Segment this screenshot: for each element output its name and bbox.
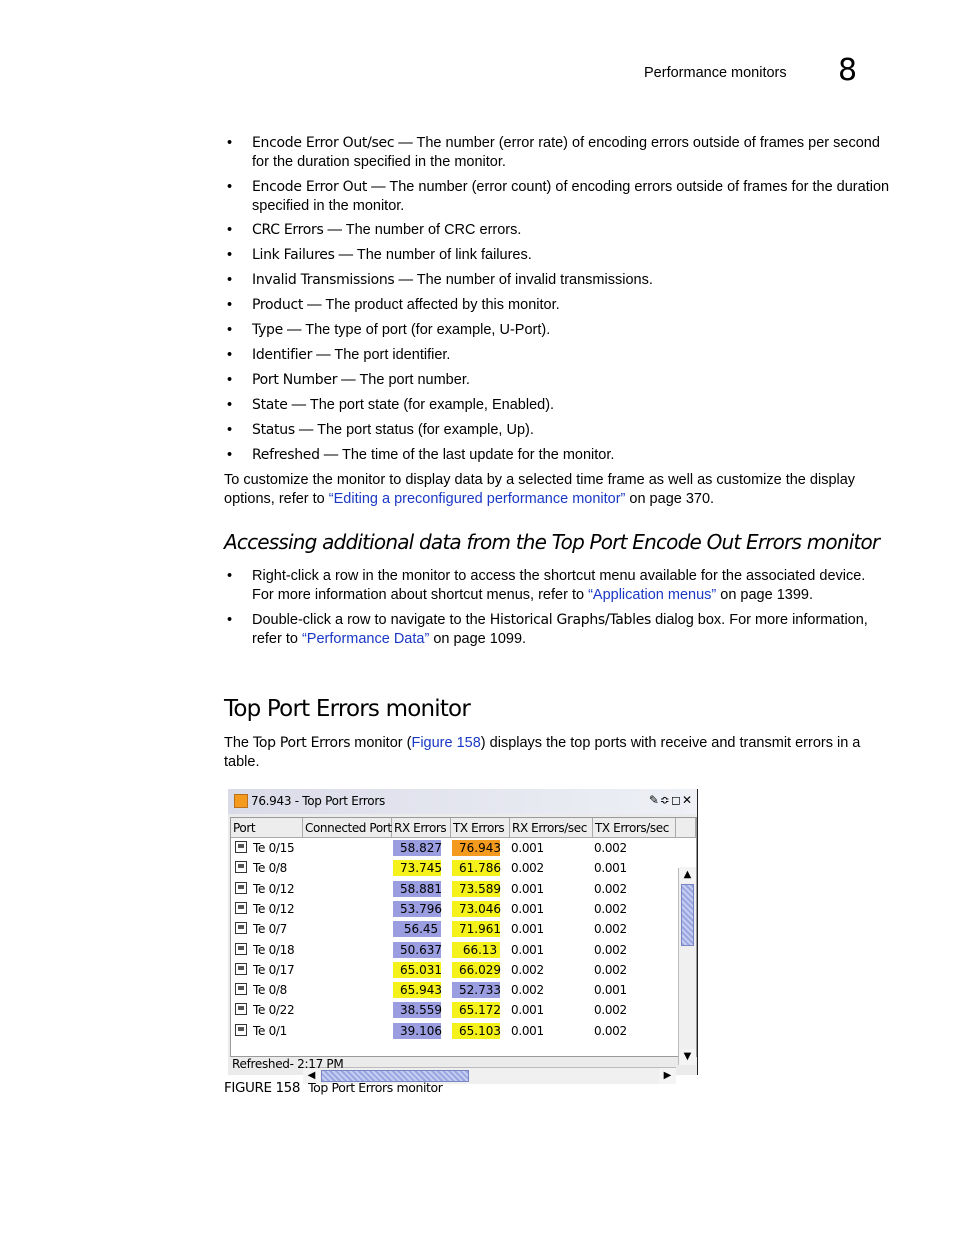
editing-monitor-link[interactable]: “Editing a preconfigured performance monitor” [328, 491, 626, 507]
rx-errors-sec-cell: 0.002 [511, 861, 544, 876]
header-title: Performance monitors [644, 65, 787, 81]
port-icon [235, 902, 247, 914]
tx-errors-sec-cell: 0.001 [594, 861, 627, 876]
rx-errors-sec-cell: 0.001 [511, 1023, 544, 1038]
rx-errors-cell: 65.943 [400, 983, 442, 998]
tx-errors-sec-cell: 0.002 [594, 1003, 627, 1018]
bullet-icon: • [227, 422, 233, 438]
rx-errors-cell: 38.559 [400, 1003, 442, 1018]
table-row[interactable] [231, 1021, 676, 1041]
tx-errors-sec-cell: 0.002 [594, 962, 627, 977]
rx-errors-cell: 53.796 [400, 901, 442, 916]
table-row[interactable] [231, 879, 676, 899]
bullet-term: Product [252, 297, 304, 313]
scroll-up-icon[interactable]: ▲ [679, 867, 696, 883]
port-icon [235, 922, 247, 934]
table-row[interactable] [231, 899, 676, 919]
bullet-icon: • [227, 447, 233, 463]
monitor-title: 76.943 - Top Port Errors [251, 794, 385, 808]
tx-errors-cell: 66.13 [462, 942, 498, 957]
bullet-text: — The number (error rate) of encoding errors outside of frames per second for the duration specified in the monitor. [252, 135, 880, 170]
column-header-filler [676, 818, 696, 838]
para-text: monitor ( [350, 735, 412, 751]
table-row[interactable] [231, 838, 676, 858]
port-cell: Te 0/18 [253, 942, 295, 957]
monitor-titlebar [228, 789, 697, 814]
table-row[interactable] [231, 960, 676, 980]
customize-paragraph [224, 471, 874, 509]
bullet-term: Encode Error Out [252, 179, 368, 195]
tx-errors-cell: 52.733 [459, 983, 501, 998]
bullet-icon: • [227, 612, 233, 628]
para-text: on page 370. [625, 491, 715, 507]
tx-errors-cell: 73.046 [459, 901, 501, 916]
tx-errors-cell: 65.103 [459, 1023, 501, 1038]
bullet-text: on page 1399. [716, 587, 813, 603]
scroll-right-icon[interactable]: ▶ [659, 1068, 676, 1084]
bullet-text: — The number of CRC errors. [323, 222, 522, 238]
monitor-refreshed: Refreshed- 2:17 PM [232, 1057, 344, 1071]
bullet-icon: • [227, 347, 233, 363]
bullet-icon: • [227, 297, 233, 313]
port-cell: Te 0/8 [253, 983, 288, 998]
column-header[interactable]: TX Errors [451, 818, 510, 838]
table-row[interactable] [231, 980, 676, 1000]
list-item [224, 371, 892, 390]
rx-errors-cell: 58.827 [400, 841, 442, 855]
rx-errors-sec-cell: 0.001 [511, 841, 544, 855]
list-item [224, 611, 874, 649]
list-item [224, 346, 892, 365]
bullet-icon: • [227, 372, 233, 388]
list-item [224, 296, 892, 315]
list-item [224, 396, 892, 415]
port-cell: Te 0/12 [253, 901, 295, 916]
performance-data-link[interactable]: “Performance Data” [301, 631, 430, 647]
application-menus-link[interactable]: “Application menus” [588, 587, 717, 603]
list-item [224, 246, 892, 265]
port-icon [235, 1003, 247, 1015]
rx-errors-cell: 56.45 [403, 922, 439, 937]
port-icon [235, 861, 247, 873]
rx-errors-sec-cell: 0.001 [511, 922, 544, 937]
bullet-text: — The number of link failures. [334, 247, 532, 263]
port-icon [235, 943, 247, 955]
bullet-text: Right-click a row in the monitor to access the shortcut menu available for the associated device. For more information about shortcut menus, refer to [252, 568, 866, 603]
list-item [224, 271, 892, 290]
rx-errors-sec-cell: 0.002 [511, 962, 544, 977]
tx-errors-sec-cell: 0.001 [594, 983, 627, 998]
port-cell: Te 0/22 [253, 1003, 295, 1018]
list-item [224, 134, 892, 172]
column-header[interactable]: Connected Port [303, 818, 392, 838]
rx-errors-sec-cell: 0.001 [511, 901, 544, 916]
rx-errors-cell: 65.031 [400, 962, 442, 977]
bullet-icon: • [227, 568, 233, 584]
table-row[interactable] [231, 919, 676, 939]
bullet-term: Refreshed [252, 447, 320, 463]
caption-label: FIGURE 158 [224, 1080, 301, 1096]
bullet-icon: • [227, 272, 233, 288]
bullet-icon: • [227, 179, 233, 195]
para-text: The [224, 735, 254, 751]
bullet-term: Identifier [252, 347, 313, 363]
top-port-errors-monitor [228, 789, 698, 1081]
port-icon [235, 1024, 247, 1036]
table-row[interactable] [231, 1000, 676, 1020]
table-row[interactable] [231, 940, 676, 960]
bullet-term: Status [252, 422, 295, 438]
tx-errors-sec-cell: 0.002 [594, 901, 627, 916]
list-item [224, 421, 892, 440]
figure-caption [224, 1080, 443, 1096]
column-header[interactable]: Port [231, 818, 303, 838]
tx-errors-cell: 71.961 [459, 922, 501, 937]
bullet-text: — The product affected by this monitor. [303, 297, 560, 313]
list-item [224, 567, 874, 605]
tx-errors-cell: 76.943 [459, 841, 501, 855]
bullet-icon: • [227, 222, 233, 238]
bullet-icon: • [227, 397, 233, 413]
bullet-term: Port Number [252, 372, 338, 388]
bullet-term: Invalid Transmissions [252, 272, 395, 288]
bullet-text: — The port number. [337, 372, 470, 388]
port-icon [235, 841, 247, 853]
top-heading: Top Port Errors monitor [224, 696, 470, 722]
port-icon [235, 983, 247, 995]
list-item [224, 178, 892, 216]
tx-errors-sec-cell: 0.002 [594, 942, 627, 957]
port-cell: Te 0/17 [253, 962, 295, 977]
section-heading: Accessing additional data from the Top Port Encode Out Errors monitor [224, 530, 880, 554]
chapter-number: 8 [838, 53, 858, 88]
bullet-text: on page 1099. [429, 631, 527, 647]
column-header[interactable]: RX Errors [392, 818, 451, 838]
bullet-term: CRC Errors [252, 222, 324, 238]
tx-errors-sec-cell: 0.002 [594, 1023, 627, 1038]
bullet-term: State [252, 397, 288, 413]
tx-errors-cell: 73.589 [459, 881, 501, 896]
tx-errors-sec-cell: 0.002 [594, 922, 627, 937]
bullet-text: dialog box. For more information, refer to [252, 612, 868, 647]
bullet-text: — The number of invalid transmissions. [394, 272, 653, 288]
caption-title: Top Port Errors monitor [308, 1080, 443, 1095]
bullet-text: — The port status (for example, Up). [294, 422, 534, 438]
rx-errors-sec-cell: 0.001 [511, 942, 544, 957]
port-cell: Te 0/7 [253, 922, 288, 937]
para-text: To customize the monitor to display data by a selected time frame as well as customize the display options, refer to [224, 472, 856, 507]
bullet-text: — The type of port (for example, U-Port). [282, 322, 551, 338]
bullet-icon: • [227, 247, 233, 263]
port-cell: Te 0/8 [253, 861, 288, 876]
bullet-text: — The number (error count) of encoding errors outside of frames for the duration specified in the monitor. [252, 179, 890, 214]
port-cell: Te 0/15 [253, 841, 295, 855]
vertical-scrollbar[interactable] [678, 868, 696, 1065]
monitor-tool-icons[interactable]: ✎≎◻✕ [648, 793, 693, 807]
rx-errors-cell: 39.106 [400, 1023, 442, 1038]
tx-errors-sec-cell: 0.002 [594, 841, 627, 855]
column-header[interactable]: RX Errors/sec [510, 818, 593, 838]
list-item [224, 321, 892, 340]
bullet-text: — The time of the last update for the monitor. [319, 447, 615, 463]
rx-errors-sec-cell: 0.002 [511, 983, 544, 998]
bullet-text: — The port state (for example, Enabled). [287, 397, 555, 413]
intro-term: Top Port Errors [253, 735, 351, 751]
bullet-term: Historical Graphs/Tables [489, 612, 652, 628]
bullet-term: Type [252, 322, 283, 338]
tx-errors-sec-cell: 0.002 [594, 881, 627, 896]
port-icon [235, 963, 247, 975]
port-icon [235, 882, 247, 894]
tx-errors-cell: 65.172 [459, 1003, 501, 1018]
bullet-icon: • [227, 135, 233, 151]
port-cell: Te 0/1 [253, 1023, 288, 1038]
list-item [224, 446, 892, 465]
table-row[interactable] [231, 858, 676, 878]
rx-errors-sec-cell: 0.001 [511, 1003, 544, 1018]
scroll-left-icon[interactable]: ◀ [303, 1068, 320, 1084]
rx-errors-cell: 50.637 [400, 942, 442, 957]
column-header[interactable]: TX Errors/sec [593, 818, 676, 838]
bullet-icon: • [227, 322, 233, 338]
list-item [224, 221, 892, 240]
intro-paragraph [224, 734, 874, 772]
bullet-text: — The port identifier. [312, 347, 451, 363]
rx-errors-cell: 58.881 [400, 881, 442, 896]
rx-errors-sec-cell: 0.001 [511, 881, 544, 896]
port-cell: Te 0/12 [253, 881, 295, 896]
bullet-text: Double-click a row to navigate to the [252, 612, 490, 628]
access-bullet-list [224, 567, 874, 649]
figure-link[interactable]: Figure 158 [411, 735, 481, 751]
tx-errors-cell: 66.029 [459, 962, 501, 977]
bullet-term: Link Failures [252, 247, 335, 263]
tx-errors-cell: 61.786 [459, 861, 501, 876]
bullet-term: Encode Error Out/sec [252, 135, 395, 151]
para-text: ) displays the top ports with receive and transmit errors in a table. [224, 735, 861, 770]
vertical-scroll-thumb[interactable] [681, 884, 694, 946]
rx-errors-cell: 73.745 [400, 861, 442, 876]
monitor-color-swatch [234, 794, 248, 808]
scroll-down-icon[interactable]: ▼ [679, 1049, 696, 1065]
